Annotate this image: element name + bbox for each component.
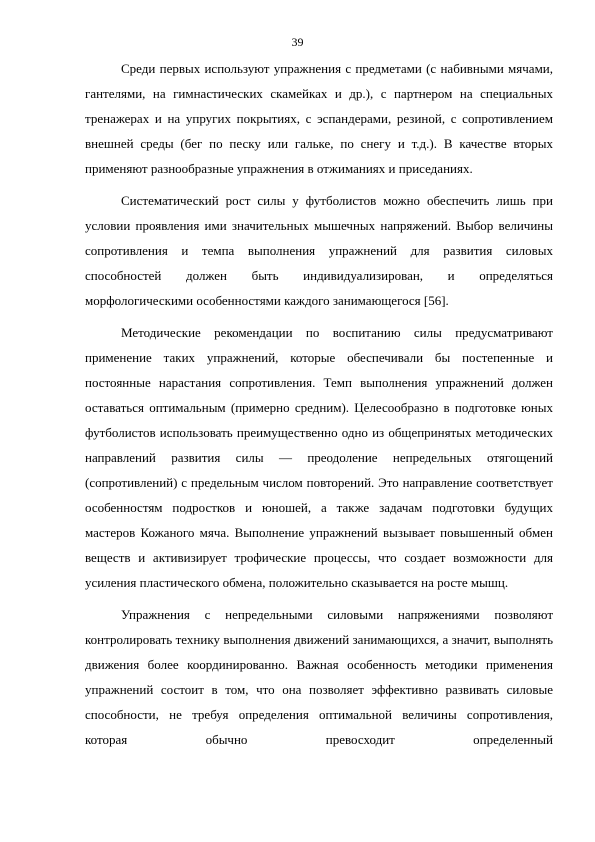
- body-text: [85, 56, 553, 759]
- paragraph-2: Систематический рост силы у футболистов можно обеспечить лишь при условии проявления ими значительных мышечных напряжений. Выбор величины сопротивления и темпа выполнения упражнений для развития силовых способностей должен быть индивидуализирован, и определяться морфологическими особенностями каждого занимающегося [56].: [85, 193, 553, 308]
- paragraph-4: Упражнения с непредельными силовыми напряжениями позволяют контролировать технику выполнения движений занимающихся, а значит, выполнять движения более координированно. Важная особенность методики применения упражнений состоит в том, что она позволяет эффективно развивать силовые способности, не требуя определения оптимальной величины сопротивления, которая обычно превосходит определенный: [85, 607, 553, 747]
- paragraph-3: Методические рекомендации по воспитанию силы предусматривают применение таких упражнений, которые обеспечивали бы постепенные и постоянные нарастания сопротивления. Темп выполнения упражнений должен оставаться оптимальным (примерно средним). Целесообразно в подготовке юных футболистов использовать преимущественно одно из общепринятых методических направлений развития силы — преодоление непредельных отягощений (сопротивлений) с предельным числом повторений. Это направление соответствует особенностям подростков и юношей, а также задачам подготовки будущих мастеров Кожаного мяча. Выполнение упражнений вызывает повышенный обмен веществ и активизирует трофические процессы, что создает возможности для усиления пластического обмена, положительно сказывается на росте мышц.: [85, 325, 553, 590]
- page-number: 39: [291, 35, 304, 49]
- paragraph-1: Среди первых используют упражнения с предметами (с набивными мячами, гантелями, на гимнастических скамейках и др.), с партнером на специальных тренажерах и на упругих покрытиях, с эспандерами, резиной, с сопротивлением внешней среды (бег по песку или гальке, по снегу и т.д.). В качестве вторых применяют разнообразные упражнения в отжиманиях и приседаниях.: [85, 61, 553, 176]
